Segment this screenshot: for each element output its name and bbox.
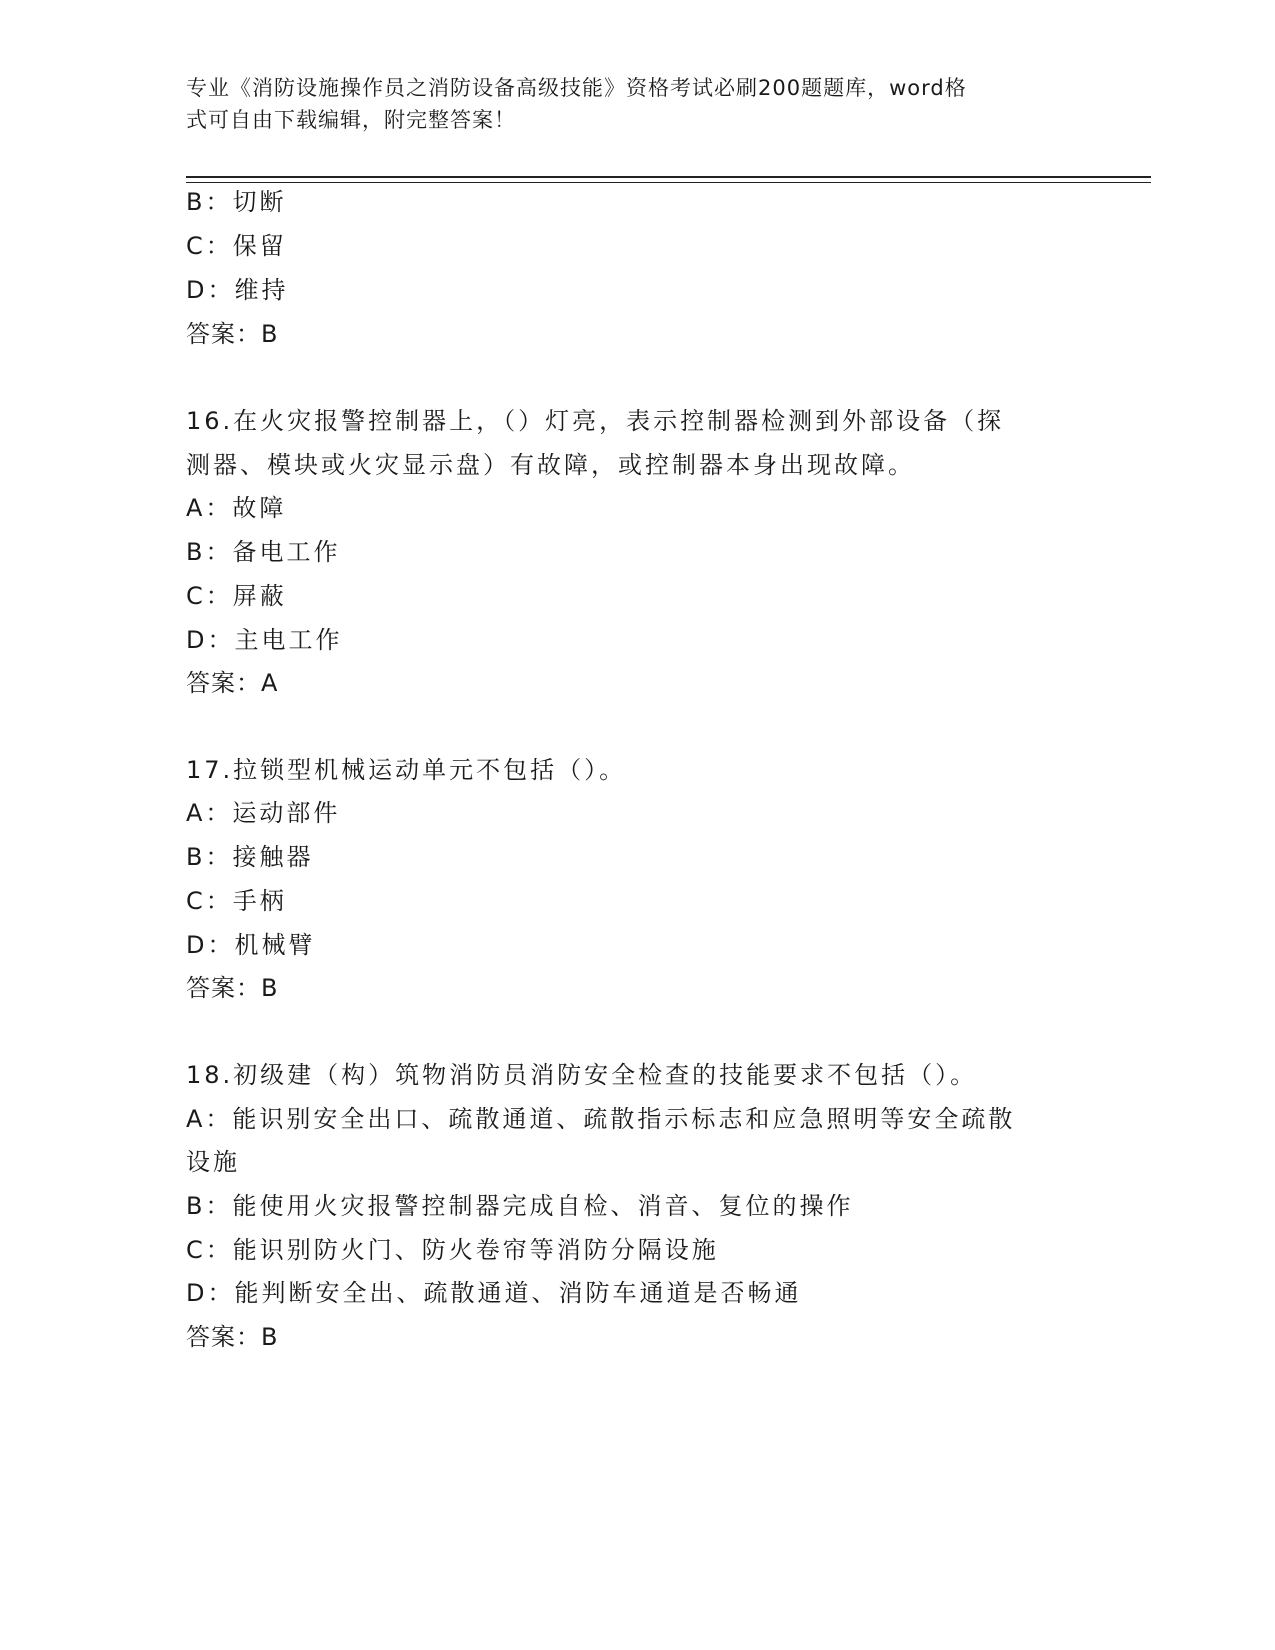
header-divider-thin xyxy=(186,182,1151,183)
q18-option-a-line-1: A：能识别安全出口、疏散通道、疏散指示标志和应急照明等安全疏散 xyxy=(186,1105,1016,1133)
document-header xyxy=(186,72,1066,136)
q18-stem: 18.初级建（构）筑物消防员消防安全检查的技能要求不包括（）。 xyxy=(186,1061,978,1089)
q16-option-c: C：屏蔽 xyxy=(186,582,287,610)
q17-option-d: D：机械臂 xyxy=(186,931,316,959)
q16-stem-line-2: 测器、模块或火灾显示盘）有故障，或控制器本身出现故障。 xyxy=(186,451,915,479)
q15-answer: 答案：B xyxy=(186,320,279,348)
q18-answer: 答案：B xyxy=(186,1323,279,1351)
q16-option-d: D：主电工作 xyxy=(186,626,343,654)
q18-option-c: C：能识别防火门、防火卷帘等消防分隔设施 xyxy=(186,1236,719,1264)
q17-option-a: A：运动部件 xyxy=(186,799,341,827)
q16-answer: 答案：A xyxy=(186,669,279,697)
q18-option-a-line-2: 设施 xyxy=(186,1148,240,1176)
q16-option-b: B：备电工作 xyxy=(186,538,341,566)
q17-option-c: C：手柄 xyxy=(186,887,287,915)
q17-answer: 答案：B xyxy=(186,974,279,1002)
q17-option-b: B：接触器 xyxy=(186,843,314,871)
q15-option-d: D：维持 xyxy=(186,276,289,304)
header-line-2: 式可自由下载编辑，附完整答案！ xyxy=(186,108,516,132)
q15-option-b: B：切断 xyxy=(186,188,287,216)
q18-option-d: D：能判断安全出、疏散通道、消防车通道是否畅通 xyxy=(186,1279,802,1307)
q17-stem: 17.拉锁型机械运动单元不包括（）。 xyxy=(186,756,627,784)
q18-option-b: B：能使用火灾报警控制器完成自检、消音、复位的操作 xyxy=(186,1192,854,1220)
header-divider xyxy=(186,176,1151,178)
q16-stem-line-1: 16.在火灾报警控制器上，（）灯亮，表示控制器检测到外部设备（探 xyxy=(186,407,1005,435)
header-line-1: 专业《消防设施操作员之消防设备高级技能》资格考试必刷200题题库，word格 xyxy=(186,76,967,100)
q15-option-c: C：保留 xyxy=(186,232,287,260)
q16-option-a: A：故障 xyxy=(186,494,287,522)
